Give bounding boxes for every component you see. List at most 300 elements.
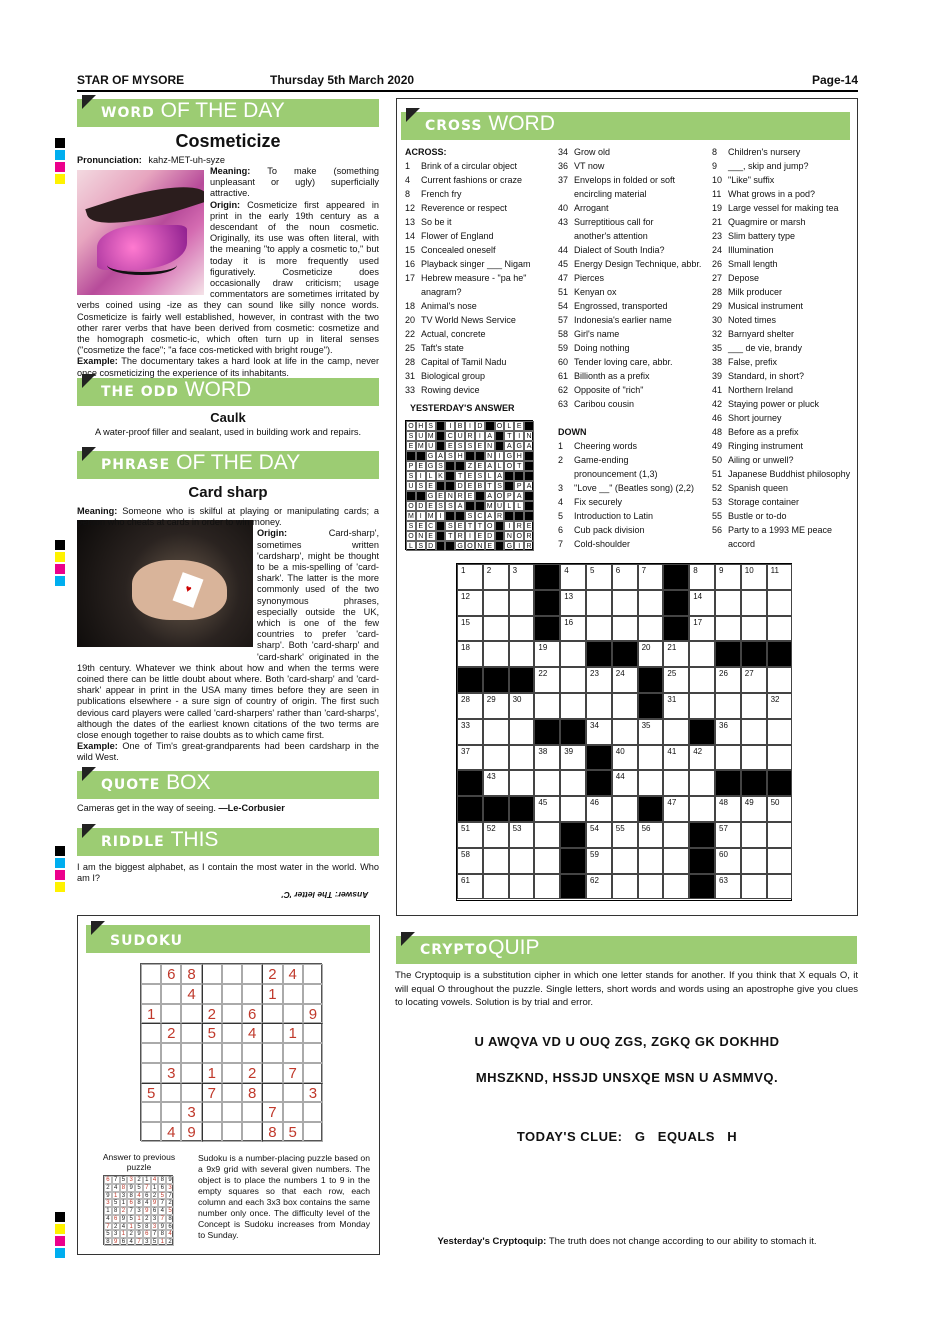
crossword-cell[interactable]: 39 — [560, 745, 586, 771]
yesterday-cell: A — [485, 511, 495, 521]
sudoku-cell[interactable] — [262, 1083, 282, 1103]
crossword-cell[interactable]: 18 — [457, 641, 483, 667]
crossword-cell[interactable] — [509, 590, 535, 616]
crossword-cell[interactable] — [509, 770, 535, 796]
sudoku-cell[interactable]: 6 — [242, 1004, 262, 1024]
black-square — [741, 641, 767, 667]
crossword-cell[interactable] — [638, 770, 664, 796]
sudoku-cell[interactable] — [222, 1004, 242, 1024]
sudoku-cell[interactable] — [202, 1043, 222, 1063]
sudoku-cell[interactable]: 6 — [161, 964, 181, 984]
crossword-grid[interactable] — [456, 563, 792, 901]
yesterday-cell: I — [465, 531, 475, 541]
clue-item: 13 So be it — [405, 217, 452, 227]
crossword-cell[interactable] — [509, 848, 535, 874]
crossword-cell[interactable] — [534, 770, 560, 796]
sudoku-cell[interactable]: 8 — [242, 1083, 262, 1103]
yesterday-cell: A — [436, 451, 446, 461]
yesterday-cell: T — [504, 431, 514, 441]
sudoku-grid[interactable] — [140, 963, 322, 1141]
yesterday-cell: N — [445, 491, 455, 501]
sudoku-cell[interactable] — [141, 1043, 161, 1063]
crossword-cell[interactable]: 8 — [689, 564, 715, 590]
crossword-cell[interactable]: 37 — [457, 745, 483, 771]
crossword-cell[interactable]: 56 — [638, 822, 664, 848]
crossword-cell[interactable]: 24 — [612, 667, 638, 693]
crossword-cell[interactable] — [483, 616, 509, 642]
sudoku-cell[interactable] — [303, 984, 323, 1004]
crossword-cell[interactable] — [638, 874, 664, 900]
yesterday-cell: I — [465, 421, 475, 431]
sudoku-cell[interactable] — [242, 1102, 262, 1122]
prev-sudoku-cell: 5 — [104, 1230, 112, 1238]
crossword-cell[interactable] — [612, 719, 638, 745]
sudoku-cell[interactable]: 9 — [303, 1004, 323, 1024]
clue-item: 59 Doing nothing — [558, 343, 630, 353]
sudoku-cell[interactable]: 3 — [303, 1083, 323, 1103]
crossword-cell[interactable]: 14 — [689, 590, 715, 616]
crossword-cell[interactable] — [534, 822, 560, 848]
crossword-cell[interactable] — [586, 693, 612, 719]
yesterday-cell: E — [445, 441, 455, 451]
crossword-cell[interactable]: 25 — [663, 667, 689, 693]
clue-item: 31 Biological group — [405, 371, 486, 381]
yesterday-cell: S — [465, 441, 475, 451]
crossword-cell[interactable] — [612, 874, 638, 900]
prev-sudoku-cell: 7 — [143, 1184, 151, 1192]
crossword-cell[interactable]: 49 — [741, 796, 767, 822]
sudoku-cell[interactable] — [161, 1083, 181, 1103]
sudoku-cell[interactable] — [283, 1004, 303, 1024]
yesterday-cell — [436, 421, 446, 431]
crossword-cell[interactable]: 33 — [457, 719, 483, 745]
crossword-cell[interactable]: 20 — [638, 641, 664, 667]
sudoku-cell[interactable]: 2 — [202, 1004, 222, 1024]
crossword-cell[interactable] — [689, 770, 715, 796]
yesterday-cell: R — [514, 521, 524, 531]
crossword-cell[interactable]: 55 — [612, 822, 638, 848]
yesterday-cell: U — [406, 481, 416, 491]
crossword-cell[interactable] — [483, 874, 509, 900]
crossword-cell[interactable]: 7 — [638, 564, 664, 590]
sudoku-cell[interactable]: 4 — [242, 1023, 262, 1043]
crossword-cell[interactable]: 2 — [483, 564, 509, 590]
black-square — [638, 796, 664, 822]
crossword-cell[interactable]: 26 — [715, 667, 741, 693]
sudoku-cell[interactable] — [222, 1063, 242, 1083]
crossword-cell[interactable] — [741, 693, 767, 719]
crossword-cell[interactable]: 51 — [457, 822, 483, 848]
yesterday-cell: E — [426, 501, 436, 511]
yesterday-cell: E — [426, 531, 436, 541]
crossword-cell[interactable]: 23 — [586, 667, 612, 693]
crossword-cell[interactable] — [663, 874, 689, 900]
crossword-cell[interactable] — [534, 693, 560, 719]
sudoku-cell[interactable] — [181, 1063, 201, 1083]
sudoku-cell[interactable] — [222, 1083, 242, 1103]
crossword-cell[interactable]: 35 — [638, 719, 664, 745]
crossword-cell[interactable]: 29 — [483, 693, 509, 719]
sudoku-cell[interactable]: 3 — [181, 1102, 201, 1122]
crossword-cell[interactable] — [483, 848, 509, 874]
crossword-cell[interactable]: 47 — [663, 796, 689, 822]
sudoku-cell[interactable] — [161, 984, 181, 1004]
yesterday-cell — [475, 491, 485, 501]
crossword-cell[interactable] — [741, 874, 767, 900]
crossword-cell[interactable]: 38 — [534, 745, 560, 771]
page-header — [77, 71, 858, 91]
crossword-cell[interactable] — [715, 590, 741, 616]
crossword-cell[interactable] — [741, 616, 767, 642]
yesterday-cell — [406, 491, 416, 501]
sudoku-cell[interactable] — [283, 1102, 303, 1122]
crossword-cell[interactable] — [663, 822, 689, 848]
prev-sudoku-cell: 6 — [112, 1215, 120, 1223]
yesterday-cell: P — [406, 461, 416, 471]
crossword-cell[interactable] — [638, 590, 664, 616]
sudoku-cell[interactable] — [141, 1063, 161, 1083]
yesterday-cell — [436, 521, 446, 531]
crossword-cell[interactable] — [638, 848, 664, 874]
prev-sudoku-cell: 4 — [158, 1207, 166, 1215]
crossword-cell[interactable] — [638, 745, 664, 771]
crossword-cell[interactable]: 28 — [457, 693, 483, 719]
crossword-cell[interactable]: 60 — [715, 848, 741, 874]
sudoku-cell[interactable]: 3 — [161, 1063, 181, 1083]
sudoku-cell[interactable] — [303, 1063, 323, 1083]
phrase-of-the-day-banner: PHRASE OF THE DAY — [77, 451, 379, 479]
crossword-cell[interactable]: 31 — [663, 693, 689, 719]
crossword-cell[interactable] — [560, 770, 586, 796]
clue-item: 26 Small length — [712, 259, 778, 269]
sudoku-cell[interactable]: 2 — [161, 1023, 181, 1043]
yesterday-answer-label: YESTERDAY'S ANSWER — [410, 403, 515, 413]
sudoku-cell[interactable] — [262, 1043, 282, 1063]
crossword-cell[interactable]: 48 — [715, 796, 741, 822]
crossword-cell[interactable] — [586, 590, 612, 616]
sudoku-cell[interactable]: 1 — [262, 984, 282, 1004]
sudoku-cell[interactable] — [202, 1102, 222, 1122]
sudoku-cell[interactable] — [141, 1122, 161, 1142]
prev-sudoku-cell: 4 — [112, 1184, 120, 1192]
crossword-cell[interactable] — [689, 667, 715, 693]
sudoku-cell[interactable]: 2 — [262, 964, 282, 984]
crossword-cell[interactable]: 61 — [457, 874, 483, 900]
sudoku-cell[interactable] — [222, 964, 242, 984]
sudoku-cell[interactable]: 4 — [181, 984, 201, 1004]
crossword-cell[interactable]: 42 — [689, 745, 715, 771]
sudoku-cell[interactable] — [303, 1043, 323, 1063]
sudoku-cell[interactable] — [222, 984, 242, 1004]
issue-date: Thursday 5th March 2020 — [270, 73, 415, 87]
sudoku-description: Sudoku is a number-placing puzzle based on a 9x9 grid with several given numbers. The object is to place the numbers 1 to 9 in the empty squares so that each row, each column and each 3x3 box contains the same number only once. The difficulty level of the Concept is Sudoku increases from Monday to Sunday. — [198, 1153, 370, 1240]
prev-sudoku-cell: 2 — [127, 1230, 135, 1238]
sudoku-cell[interactable] — [222, 1122, 242, 1142]
sudoku-cell[interactable]: 8 — [181, 964, 201, 984]
sudoku-cell[interactable] — [141, 984, 161, 1004]
yesterday-cell: U — [416, 431, 426, 441]
crossword-cell[interactable] — [612, 616, 638, 642]
crossword-cell[interactable]: 32 — [767, 693, 793, 719]
crossword-cell[interactable]: 10 — [741, 564, 767, 590]
clue-item: encircling material — [574, 189, 647, 199]
sudoku-cell[interactable]: 2 — [242, 1063, 262, 1083]
crossword-cell[interactable]: 36 — [715, 719, 741, 745]
crossword-cell[interactable] — [612, 693, 638, 719]
crossword-cell[interactable]: 34 — [586, 719, 612, 745]
crossword-cell[interactable]: 41 — [663, 745, 689, 771]
yesterday-cell: E — [465, 481, 475, 491]
black-square — [663, 616, 689, 642]
crossword-cell[interactable]: 9 — [715, 564, 741, 590]
prev-sudoku-cell: 8 — [112, 1207, 120, 1215]
crossword-cell[interactable] — [767, 848, 793, 874]
crossword-cell[interactable] — [715, 745, 741, 771]
crossword-cell[interactable] — [767, 745, 793, 771]
sudoku-cell[interactable]: 1 — [202, 1063, 222, 1083]
crossword-cell[interactable] — [715, 693, 741, 719]
crossword-cell[interactable]: 58 — [457, 848, 483, 874]
yesterday-cell: L — [495, 461, 505, 471]
crossword-cell[interactable] — [509, 745, 535, 771]
crossword-cell[interactable] — [483, 745, 509, 771]
crossword-cell[interactable] — [689, 641, 715, 667]
clue-item: 45 Energy Design Technique, abbr. — [558, 259, 702, 269]
crossword-cell[interactable] — [663, 848, 689, 874]
yesterday-cell: A — [514, 491, 524, 501]
sudoku-cell[interactable] — [141, 1023, 161, 1043]
prev-sudoku-cell: 1 — [127, 1223, 135, 1231]
crossword-cell[interactable]: 21 — [663, 641, 689, 667]
black-square — [638, 693, 664, 719]
crossword-cell[interactable]: 5 — [586, 564, 612, 590]
yesterday-cell: P — [504, 491, 514, 501]
crossword-cell[interactable] — [741, 745, 767, 771]
yesterday-cell: S — [416, 481, 426, 491]
sudoku-cell[interactable] — [303, 964, 323, 984]
crossword-cell[interactable]: 19 — [534, 641, 560, 667]
prev-sudoku-cell: 1 — [120, 1199, 128, 1207]
crossword-cell[interactable] — [509, 641, 535, 667]
sudoku-cell[interactable] — [242, 1043, 262, 1063]
crossword-cell[interactable] — [767, 719, 793, 745]
crossword-cell[interactable]: 57 — [715, 822, 741, 848]
sudoku-cell[interactable] — [222, 1102, 242, 1122]
prev-sudoku-cell: 2 — [104, 1184, 112, 1192]
prev-sudoku-cell: 2 — [143, 1215, 151, 1223]
crossword-cell[interactable] — [560, 693, 586, 719]
yesterday-cell — [475, 501, 485, 511]
crossword-cell[interactable] — [612, 590, 638, 616]
crossword-cell[interactable] — [483, 719, 509, 745]
crossword-cell[interactable] — [767, 874, 793, 900]
crossword-cell[interactable]: 4 — [560, 564, 586, 590]
crossword-cell[interactable] — [560, 641, 586, 667]
crossword-cell[interactable]: 62 — [586, 874, 612, 900]
crossword-cell[interactable]: 15 — [457, 616, 483, 642]
yesterday-cell: T — [485, 481, 495, 491]
yesterday-cell — [445, 541, 455, 551]
crossword-cell[interactable]: 1 — [457, 564, 483, 590]
crossword-cell[interactable]: 22 — [534, 667, 560, 693]
sudoku-cell[interactable] — [283, 984, 303, 1004]
crossword-cell[interactable] — [612, 848, 638, 874]
sudoku-cell[interactable] — [202, 964, 222, 984]
sudoku-cell[interactable] — [181, 1083, 201, 1103]
sudoku-cell[interactable] — [181, 1004, 201, 1024]
sudoku-cell[interactable] — [303, 1102, 323, 1122]
crossword-cell[interactable]: 3 — [509, 564, 535, 590]
yesterday-cell: D — [485, 531, 495, 541]
crossword-cell[interactable] — [483, 641, 509, 667]
crossword-cell[interactable]: 40 — [612, 745, 638, 771]
sudoku-cell[interactable] — [181, 1023, 201, 1043]
sudoku-cell[interactable]: 4 — [161, 1122, 181, 1142]
crossword-cell[interactable]: 54 — [586, 822, 612, 848]
sudoku-cell[interactable] — [161, 1004, 181, 1024]
sudoku-cell[interactable]: 5 — [202, 1023, 222, 1043]
crossword-cell[interactable] — [741, 848, 767, 874]
clue-item: 3 "Love __" (Beatles song) (2,2) — [558, 483, 694, 493]
yesterday-cell: R — [524, 531, 534, 541]
sudoku-cell[interactable] — [222, 1043, 242, 1063]
crossword-cell[interactable]: 17 — [689, 616, 715, 642]
sudoku-cell[interactable] — [262, 1063, 282, 1083]
sudoku-cell[interactable] — [202, 1122, 222, 1142]
sudoku-cell[interactable] — [262, 1023, 282, 1043]
crossword-cell[interactable]: 12 — [457, 590, 483, 616]
sudoku-cell[interactable] — [242, 1122, 262, 1142]
crossword-cell[interactable]: 46 — [586, 796, 612, 822]
crossword-cell[interactable]: 63 — [715, 874, 741, 900]
crossword-cell[interactable]: 44 — [612, 770, 638, 796]
sudoku-cell[interactable]: 8 — [262, 1122, 282, 1142]
yesterday-cell — [465, 501, 475, 511]
sudoku-cell[interactable]: 5 — [283, 1122, 303, 1142]
crossword-cell[interactable]: 43 — [483, 770, 509, 796]
prev-sudoku-cell: 9 — [151, 1199, 159, 1207]
crossword-cell[interactable] — [741, 822, 767, 848]
sudoku-cell[interactable] — [181, 1043, 201, 1063]
prev-sudoku-cell: 1 — [135, 1215, 143, 1223]
yesterday-cell: A — [485, 461, 495, 471]
crossword-cell[interactable] — [638, 616, 664, 642]
crossword-cell[interactable] — [767, 616, 793, 642]
crossword-cell[interactable]: 52 — [483, 822, 509, 848]
crossword-cell[interactable]: 13 — [560, 590, 586, 616]
sudoku-cell[interactable]: 7 — [283, 1063, 303, 1083]
crossword-cell[interactable] — [509, 616, 535, 642]
prev-sudoku-cell: 3 — [151, 1215, 159, 1223]
crossword-cell[interactable] — [741, 590, 767, 616]
clue-item: 20 TV World News Service — [405, 315, 516, 325]
crossword-cell[interactable]: 27 — [741, 667, 767, 693]
crossword-cell[interactable] — [663, 719, 689, 745]
sudoku-cell[interactable] — [242, 964, 262, 984]
sudoku-cell[interactable]: 4 — [283, 964, 303, 984]
crossword-cell[interactable]: 53 — [509, 822, 535, 848]
crossword-cell[interactable] — [741, 719, 767, 745]
yesterday-cell: N — [524, 431, 534, 441]
crossword-cell[interactable] — [560, 796, 586, 822]
sudoku-cell[interactable] — [202, 984, 222, 1004]
yesterday-cell: I — [495, 451, 505, 461]
crossword-cell[interactable]: 16 — [560, 616, 586, 642]
prev-sudoku-cell: 6 — [166, 1223, 174, 1231]
sudoku-cell[interactable] — [283, 1043, 303, 1063]
crossword-cell[interactable] — [509, 719, 535, 745]
crossword-cell[interactable]: 59 — [586, 848, 612, 874]
crossword-cell[interactable]: 45 — [534, 796, 560, 822]
crossword-cell[interactable] — [509, 874, 535, 900]
black-square — [560, 822, 586, 848]
sudoku-cell[interactable] — [222, 1023, 242, 1043]
yesterday-cell: C — [445, 431, 455, 441]
sudoku-cell[interactable] — [242, 984, 262, 1004]
crossword-cell[interactable] — [715, 616, 741, 642]
crossword-cell[interactable] — [612, 796, 638, 822]
clue-item: 12 Reverence or respect — [405, 203, 508, 213]
sudoku-cell[interactable] — [303, 1023, 323, 1043]
sudoku-cell[interactable] — [303, 1122, 323, 1142]
crossword-cell[interactable] — [483, 590, 509, 616]
sudoku-cell[interactable] — [161, 1102, 181, 1122]
yesterday-cell: P — [514, 481, 524, 491]
prev-sudoku-cell: 1 — [143, 1176, 151, 1184]
crossword-cell[interactable] — [586, 616, 612, 642]
yesterday-cell: S — [406, 471, 416, 481]
sudoku-cell[interactable]: 7 — [202, 1083, 222, 1103]
cryptoquip-clue: TODAY'S CLUE: G EQUALS H — [516, 1129, 738, 1144]
crossword-cell[interactable]: 50 — [767, 796, 793, 822]
crossword-cell[interactable] — [689, 796, 715, 822]
crossword-cell[interactable] — [534, 874, 560, 900]
prev-sudoku-cell: 9 — [120, 1215, 128, 1223]
sudoku-cell[interactable]: 1 — [283, 1023, 303, 1043]
crossword-cell[interactable] — [767, 590, 793, 616]
clue-item: 33 Rowing device — [405, 385, 480, 395]
yesterday-cell: U — [495, 501, 505, 511]
crossword-cell[interactable] — [560, 667, 586, 693]
yesterday-cell: L — [504, 501, 514, 511]
black-square — [560, 874, 586, 900]
sudoku-cell[interactable]: 1 — [141, 1004, 161, 1024]
crossword-cell[interactable] — [767, 667, 793, 693]
yesterday-cryptoquip: Yesterday's Cryptoquip: The truth does not change according to our ability to stomach it. — [437, 1236, 817, 1247]
sudoku-cell[interactable] — [161, 1043, 181, 1063]
clue-item: 51 Japanese Buddhist philosophy — [712, 469, 851, 479]
crossword-cell[interactable]: 6 — [612, 564, 638, 590]
crossword-cell[interactable]: 11 — [767, 564, 793, 590]
sudoku-cell[interactable] — [141, 964, 161, 984]
sudoku-cell[interactable] — [262, 1004, 282, 1024]
crossword-cell[interactable]: 30 — [509, 693, 535, 719]
sudoku-cell[interactable]: 7 — [262, 1102, 282, 1122]
sudoku-cell[interactable]: 9 — [181, 1122, 201, 1142]
crossword-cell[interactable] — [663, 770, 689, 796]
sudoku-cell[interactable] — [283, 1083, 303, 1103]
clue-item: 2 Game-ending — [558, 455, 629, 465]
yesterday-cell — [465, 451, 475, 461]
sudoku-cell[interactable] — [141, 1102, 161, 1122]
clue-item: 39 Standard, in short? — [712, 371, 805, 381]
crossword-cell[interactable] — [689, 693, 715, 719]
yesterday-cell: S — [416, 541, 426, 551]
sudoku-cell[interactable]: 5 — [141, 1083, 161, 1103]
prev-sudoku-cell: 2 — [112, 1223, 120, 1231]
crossword-cell[interactable] — [534, 848, 560, 874]
crossword-cell[interactable] — [767, 822, 793, 848]
